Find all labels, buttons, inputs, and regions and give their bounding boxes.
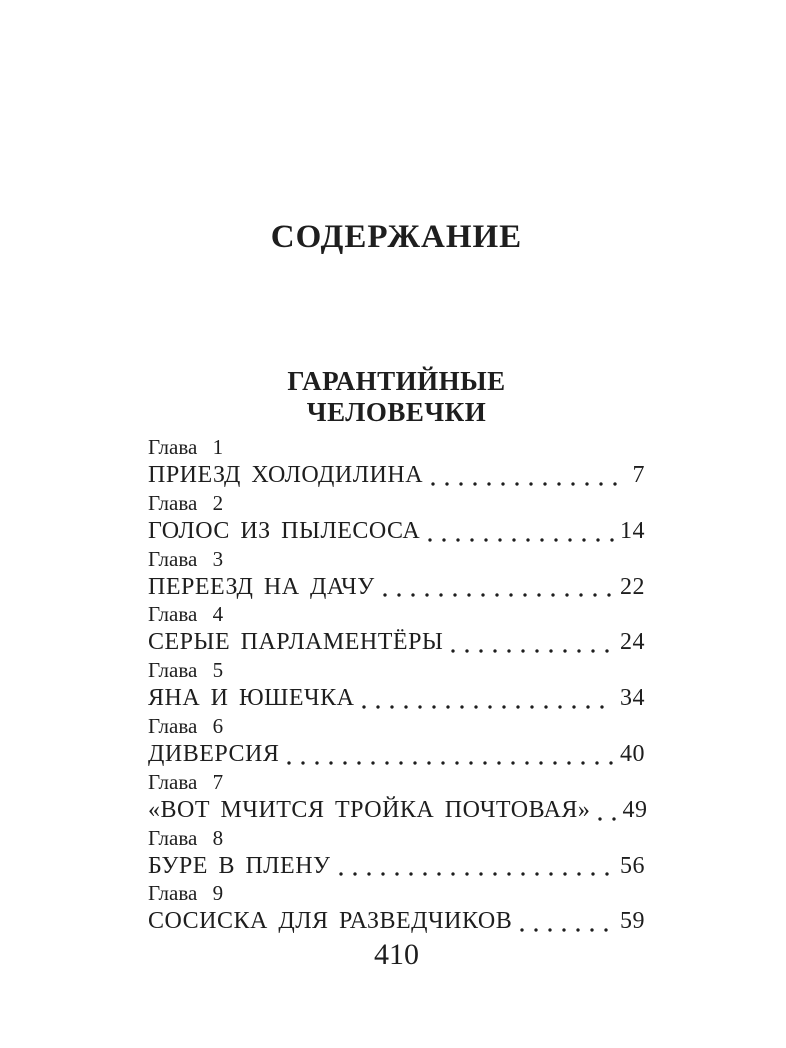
chapter-title: СЕРЫЕ ПАРЛАМЕНТЁРЫ	[148, 629, 444, 656]
chapter-page-number: 14	[620, 517, 645, 544]
chapter-title-line	[148, 796, 648, 825]
toc-entry	[148, 490, 645, 546]
chapter-label: Глава 3	[148, 546, 224, 571]
toc-entry	[148, 769, 648, 825]
chapter-title-line	[148, 684, 645, 713]
dot-leader	[428, 538, 614, 542]
chapter-title: ЯНА И ЮШЕЧКА	[148, 685, 355, 712]
toc-entry	[148, 601, 645, 657]
chapter-page-number: 24	[620, 629, 645, 656]
page-title: СОДЕРЖАНИЕ	[270, 219, 523, 255]
toc-entry	[148, 713, 645, 769]
dot-leader	[598, 817, 616, 821]
chapter-title-line	[148, 628, 645, 657]
chapter-label: Глава 2	[148, 490, 224, 515]
chapter-page-number: 34	[620, 685, 645, 712]
dot-leader	[451, 649, 614, 653]
chapter-page-number: 7	[632, 462, 645, 488]
section-title-line2: ЧЕЛОВЕЧКИ	[306, 397, 487, 427]
toc-entry	[148, 434, 645, 490]
dot-leader	[520, 928, 614, 932]
chapter-page-number: 22	[620, 573, 645, 600]
dot-leader	[431, 482, 626, 486]
chapter-title: ПРИЕЗД ХОЛОДИЛИНА	[148, 462, 424, 488]
page-content	[148, 0, 648, 1048]
page-number: 410	[374, 938, 419, 971]
chapter-label: Глава 7	[148, 769, 224, 794]
chapter-page-number: 49	[622, 796, 648, 823]
chapter-title: ГОЛОС ИЗ ПЫЛЕСОСА	[148, 517, 421, 544]
chapter-title: БУРЕ В ПЛЕНУ	[148, 852, 331, 879]
section-title	[148, 366, 645, 428]
chapter-label: Глава 5	[148, 658, 224, 683]
chapter-label: Глава 8	[148, 825, 224, 850]
dot-leader	[362, 705, 614, 709]
chapter-title-line	[148, 852, 645, 881]
chapter-label: Глава 9	[148, 881, 224, 906]
toc-entry	[148, 880, 645, 936]
chapter-label: Глава 1	[148, 435, 224, 459]
chapter-page-number: 40	[620, 740, 645, 767]
chapter-page-number: 59	[620, 908, 645, 935]
chapter-title: «ВОТ МЧИТСЯ ТРОЙКА ПОЧТОВАЯ»	[148, 796, 591, 823]
toc-entry	[148, 825, 645, 881]
chapter-title-line	[148, 461, 645, 490]
toc-entry	[148, 657, 645, 713]
toc-entry	[148, 546, 645, 602]
chapter-page-number: 56	[620, 852, 645, 879]
section-title-line1: ГАРАНТИЙНЫЕ	[287, 366, 506, 396]
dot-leader	[287, 761, 614, 765]
chapter-title-line	[148, 517, 645, 546]
chapter-label: Глава 4	[148, 602, 224, 627]
dot-leader	[339, 872, 614, 876]
toc-list	[148, 434, 648, 936]
chapter-label: Глава 6	[148, 713, 224, 738]
dot-leader	[383, 593, 614, 597]
chapter-title-line	[148, 573, 645, 602]
chapter-title-line	[148, 740, 645, 769]
chapter-title: ДИВЕРСИЯ	[148, 740, 280, 767]
chapter-title: СОСИСКА ДЛЯ РАЗВЕДЧИКОВ	[148, 908, 513, 935]
chapter-title: ПЕРЕЕЗД НА ДАЧУ	[148, 573, 375, 600]
chapter-title-line	[148, 907, 645, 936]
